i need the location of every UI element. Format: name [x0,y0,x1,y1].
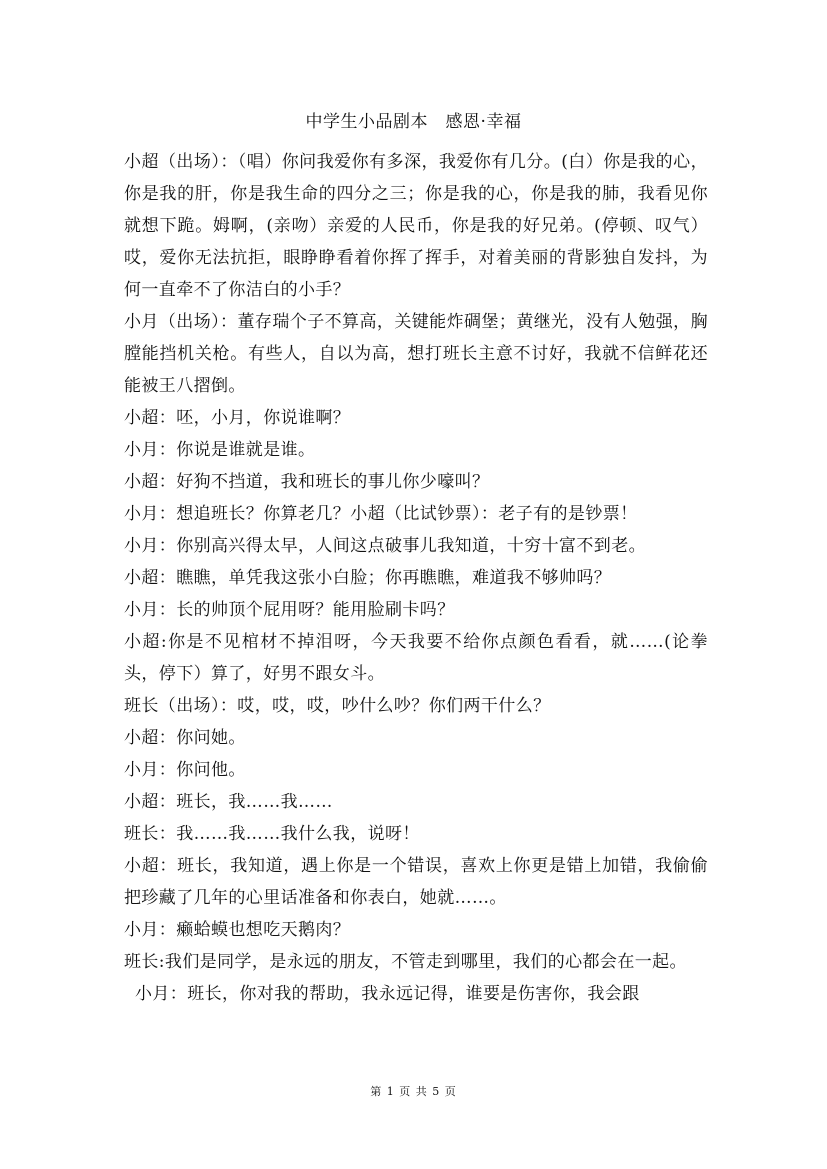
dialogue-line: 小超：呸，小月，你说谁啊？ [124,408,351,428]
dialogue-line: 小超：班长，我知道，遇上你是一个错误，喜欢上你更是错上加错，我偷偷把珍藏了几年的心里话准备和你表白，她就……。 [124,856,708,908]
paragraph-xiaochao-entrance: 小超（出场）：（唱）你问我爱你有多深，我爱你有几分。(白）你是我的心，你是我的肝，你是我生命的四分之三；你是我的心，你是我的肺，我看见你就想下跪。姆啊，(亲吻）亲爱的人民币，你是我的好兄弟。(停顿、叹气）哎，爱你无法抗拒，眼睁睁看着你挥了挥手，对着美丽的背影独自发抖，为何一直牵不了你洁白的小手？ [124,152,708,300]
paragraph-xiaoyue-entrance: 小月（出场）：董存瑞个子不算高，关键能炸碉堡；黄继光，没有人勉强，胸膛能挡机关枪。有些人，自以为高，想打班长主意不讨好，我就不信鲜花还能被王八摺倒。 [124,312,708,396]
dialogue-line: 小月：你问他。 [124,760,246,780]
dialogue-line: 小超：瞧瞧，单凭我这张小白脸；你再瞧瞧，难道我不够帅吗？ [124,568,612,588]
dialogue-line: 小月：癞蛤蟆也想吃天鹅肉？ [124,920,351,940]
dialogue-line: 班长:我们是同学，是永远的朋友，不管走到哪里，我们的心都会在一起。 [124,952,687,972]
dialogue-line: 小月：班长，你对我的帮助，我永远记得，谁要是伤害你，我会跟 [135,984,640,1004]
dialogue-line: 小月：你说是谁就是谁。 [124,440,316,460]
dialogue-line: 小月：你别高兴得太早，人间这点破事儿我知道，十穷十富不到老。 [124,536,646,556]
page-number-footer: 第 1 页 共 5 页 [370,1085,457,1098]
dialogue-line: 小超:你是不见棺材不掉泪呀，今天我要不给你点颜色看看，就……(论拳头，停下）算了，好男不跟女斗。 [124,632,708,684]
script-body [124,146,708,1010]
dialogue-line: 小月：想追班长？你算老几？小超（比试钞票）：老子有的是钞票！ [124,504,638,524]
document-title: 中学生小品剧本 感恩·幸福 [305,112,522,132]
dialogue-line: 班长（出场）：哎，哎，哎，吵什么吵？你们两干什么？ [124,696,551,716]
dialogue-line: 小超：班长，我……我…… [124,792,333,812]
dialogue-line: 小月：长的帅顶个屁用呀？能用脸刷卡吗？ [124,600,455,620]
dialogue-line: 班长：我……我……我什么我，说呀！ [124,824,420,844]
dialogue-line: 小超：好狗不挡道，我和班长的事儿你少嚎叫？ [124,472,490,492]
dialogue-line: 小超：你问她。 [124,728,246,748]
